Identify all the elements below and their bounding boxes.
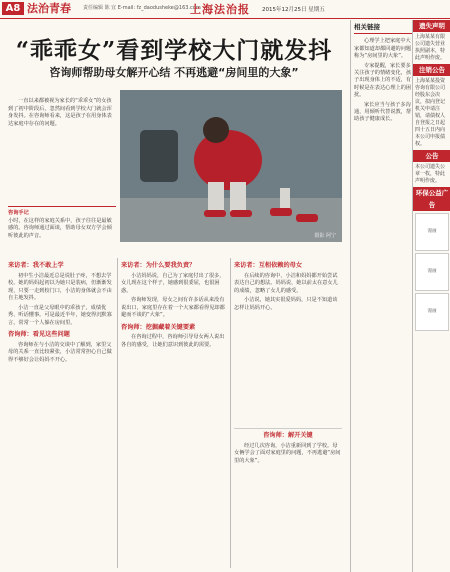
related-links-column bbox=[350, 20, 412, 572]
article-column-3-lower bbox=[234, 424, 342, 568]
article-column-2 bbox=[121, 258, 229, 568]
cartoon-sketch: 漫画 bbox=[415, 253, 449, 291]
paragraph: 家长应当与孩子多沟通，用倾听代替说教，帮助孩子健康成长。 bbox=[354, 101, 412, 123]
headline: “乖乖女”看到学校大门就发抖 bbox=[15, 37, 333, 64]
newspaper-masthead: 上海法治报 bbox=[190, 3, 250, 16]
main-article bbox=[0, 20, 348, 572]
deregistration-heading: 注销公告 bbox=[413, 64, 450, 76]
editor-credits: 责任编辑 陈 宜 E-mail: fz_daodusheke@163.com bbox=[83, 5, 201, 11]
column-1-heading-1: 来访者：我不敢上学 bbox=[8, 262, 64, 269]
lost-notice-heading: 遗失声明 bbox=[413, 20, 450, 32]
lead-paragraph: 一直以来都被视为家长的“乖乖女”的女孩到了初中阶段后，忽然间看到学校大门就会浑身发抖。在咨询师看来，这是孩子在用身体表达家庭中存在的问题。 bbox=[8, 98, 112, 127]
page-number: A8 bbox=[2, 2, 24, 15]
article-column-1 bbox=[8, 258, 116, 568]
cartoon-sketch: 漫画 bbox=[415, 213, 449, 251]
section-title: 法治青春 bbox=[27, 2, 71, 15]
consult-note-label: 咨询手记 bbox=[8, 210, 29, 216]
paragraph: 专家提醒，家长要多关注孩子的情绪变化，孩子出现身体上的不适，有时候是在表达心理上的困扰。 bbox=[354, 62, 412, 99]
paragraph: 小洁妈妈说，自己为了家庭付出了很多，女儿现在这个样子，她感到很委屈，也很困惑。 bbox=[121, 272, 225, 294]
consult-note bbox=[8, 206, 116, 240]
paragraph: 在咨询过程中，咨询师引导母女两人说出各自的感受，让她们意识到彼此的需要。 bbox=[121, 334, 225, 348]
issue-date: 2015年12月25日 星期五 bbox=[262, 7, 325, 13]
related-links-title: 相关链接 bbox=[354, 24, 412, 34]
paragraph: 在后续的咨询中，小洁和妈妈都开始尝试表达自己的想法。妈妈说，她以前太在意女儿的成绩，忽略了女儿的感受。 bbox=[234, 272, 338, 294]
lost-notice-text: 上海某某有限公司遗失营业执照副本，特此声明作废。 bbox=[415, 34, 446, 61]
column-1-heading-2: 咨询师：看见这些问题 bbox=[8, 331, 70, 338]
notices-column bbox=[412, 20, 450, 572]
announcement-heading: 公告 bbox=[413, 150, 450, 162]
column-2-heading-2: 咨询师：挖掘藏着关键要素 bbox=[121, 323, 196, 331]
paragraph: 经过几次咨询，小洁重新回到了学校。母女俩学会了面对家庭里的问题，不再逃避“房间里的大象”。 bbox=[234, 442, 341, 464]
paragraph: 咨询师在与小洁的交谈中了解到，家里父母的关系一直比较紧张，小洁常常担心自己做得不够好会让妈妈不开心。 bbox=[8, 341, 112, 363]
cartoon-sketch: 漫画 bbox=[415, 293, 449, 331]
column-3-heading-2: 咨询师：解开关键 bbox=[234, 428, 342, 440]
eco-ad-heading: 环保公益广告 bbox=[413, 187, 450, 211]
paragraph: 小洁说，她其实很爱妈妈，只是不知道该怎样让妈妈开心。 bbox=[234, 297, 338, 311]
paragraph: 小洁一直是父母眼中的乖孩子，成绩优秀、听话懂事。可是最近半年，她变得沉默寡言，常常一个人躲在房间里。 bbox=[8, 304, 112, 326]
column-2-heading-1: 来访者：为什么要我负责？ bbox=[121, 262, 196, 269]
column-divider bbox=[117, 258, 118, 568]
subheadline: 咨询师帮助母女解开心结 不再逃避“房间里的大象” bbox=[49, 66, 299, 79]
page-header bbox=[0, 0, 450, 19]
paragraph: 初中生小洁最近总是说肚子疼，不想去学校。她的妈妈起初以为她只是装病，但渐渐发现，只要一走到校门口，小洁的身体就会不由自主地发抖。 bbox=[8, 272, 112, 301]
article-photo bbox=[120, 90, 342, 242]
deregistration-text: 上海某某投资咨询有限公司经股东会决议，拟向登记机关申请注销，请债权人自登报之日起四十五日内向本公司申报债权。 bbox=[415, 78, 446, 147]
column-3-heading-1: 来访者：互相依赖的母女 bbox=[234, 262, 303, 269]
column-divider bbox=[230, 258, 231, 568]
girl-sitting-illustration bbox=[120, 90, 342, 242]
paragraph: 心理学上把家庭中大家都知道却都回避的问题称为“房间里的大象”。 bbox=[354, 38, 412, 60]
photo-credit: 摄影 阿宁 bbox=[314, 233, 336, 239]
paragraph: 咨询师发现，母女之间有许多话从来没有说出口，家庭里存在着一个大家都看得见却都避而不谈的“大象”。 bbox=[121, 297, 225, 318]
article-column-3 bbox=[234, 258, 342, 418]
announcement-text: 本公司遗失公章一枚，特此声明作废。 bbox=[415, 164, 446, 184]
consult-note-text: 小时，在这样的家庭关系中，孩子往往是最敏感的。咨询师通过面谈，帮助母女双方学会倾听彼此的声音。 bbox=[8, 217, 112, 239]
